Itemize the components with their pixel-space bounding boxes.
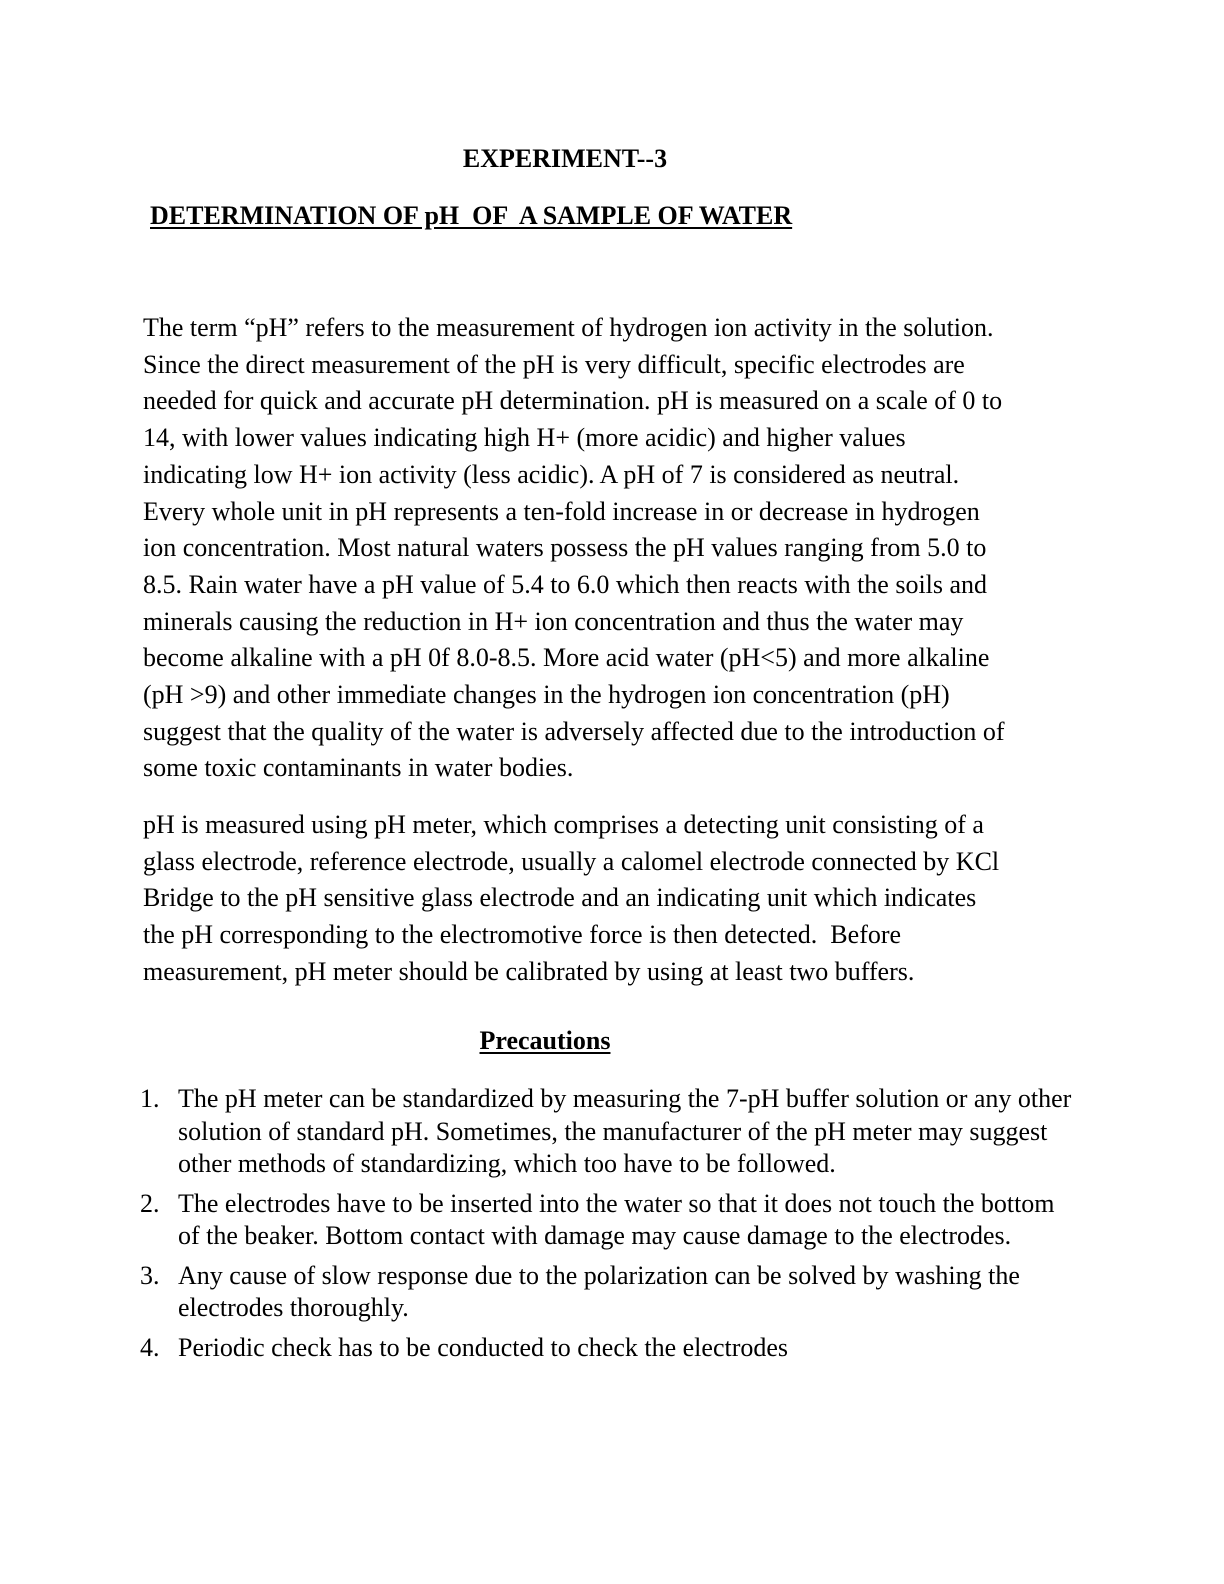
- paragraph-line: 8.5. Rain water have a pH value of 5.4 to 6.0 which then reacts with the soils and: [143, 569, 988, 599]
- list-item-text: Any cause of slow response due to the polarization can be solved by washing the electrodes thoroughly.: [178, 1260, 1020, 1322]
- paragraph-line: ion concentration. Most natural waters possess the pH values ranging from 5.0 to: [143, 533, 987, 563]
- paragraph-line: The term “pH” refers to the measurement of hydrogen ion activity in the solution.: [143, 313, 994, 342]
- paragraph-line: (pH >9) and other immediate changes in the hydrogen ion concentration (pH): [143, 680, 950, 710]
- list-item: [140, 1260, 1080, 1325]
- precautions-list: [140, 1083, 1080, 1371]
- list-number: 3.: [140, 1260, 160, 1290]
- paragraph-line: measurement, pH meter should be calibrated by using at least two buffers.: [143, 956, 915, 986]
- list-number: 1.: [140, 1084, 160, 1113]
- list-number: 4.: [140, 1332, 160, 1362]
- list-item-text: Periodic check has to be conducted to check the electrodes: [178, 1332, 789, 1362]
- list-number: 2.: [140, 1188, 160, 1218]
- list-item: [140, 1332, 1080, 1365]
- paragraph-line: minerals causing the reduction in H+ ion concentration and thus the water may: [143, 606, 964, 636]
- paragraph-line: 14, with lower values indicating high H+ (more acidic) and higher values: [143, 423, 906, 453]
- precautions-heading: Precautions: [479, 1026, 611, 1055]
- experiment-subtitle: DETERMINATION OF pH OF A SAMPLE OF WATER: [150, 201, 793, 230]
- paragraph-line: glass electrode, reference electrode, usually a calomel electrode connected by KCl: [143, 846, 1000, 876]
- paragraph-line: become alkaline with a pH 0f 8.0-8.5. More acid water (pH<5) and more alkaline: [143, 643, 990, 673]
- paragraph-line: the pH corresponding to the electromotive force is then detected. Before: [143, 920, 902, 950]
- list-item-text: The electrodes have to be inserted into the water so that it does not touch the bottom of the beaker. Bottom contact with damage may cause damage to the electrodes.: [178, 1188, 1055, 1250]
- intro-paragraph: [143, 310, 1073, 787]
- list-item: [140, 1188, 1080, 1253]
- ph-meter-paragraph: [143, 807, 1073, 991]
- list-item-text: The pH meter can be standardized by measuring the 7-pH buffer solution or any other solution of standard pH. Sometimes, the manufacturer of the pH meter may suggest other methods of standardizing, which too have to be followed.: [178, 1084, 1072, 1178]
- paragraph-line: pH is measured using pH meter, which comprises a detecting unit consisting of a: [143, 810, 984, 839]
- paragraph-line: Bridge to the pH sensitive glass electrode and an indicating unit which indicates: [143, 883, 977, 913]
- paragraph-line: suggest that the quality of the water is adversely affected due to the introduction of: [143, 716, 1005, 746]
- paragraph-line: Since the direct measurement of the pH is very difficult, specific electrodes are: [143, 349, 965, 379]
- paragraph-line: indicating low H+ ion activity (less acidic). A pH of 7 is considered as neutral.: [143, 459, 960, 489]
- paragraph-line: some toxic contaminants in water bodies.: [143, 753, 574, 783]
- experiment-title: EXPERIMENT--3: [462, 144, 668, 173]
- paragraph-line: needed for quick and accurate pH determination. pH is measured on a scale of 0 to: [143, 386, 1003, 416]
- list-item: [140, 1083, 1080, 1181]
- paragraph-line: Every whole unit in pH represents a ten-fold increase in or decrease in hydrogen: [143, 496, 980, 526]
